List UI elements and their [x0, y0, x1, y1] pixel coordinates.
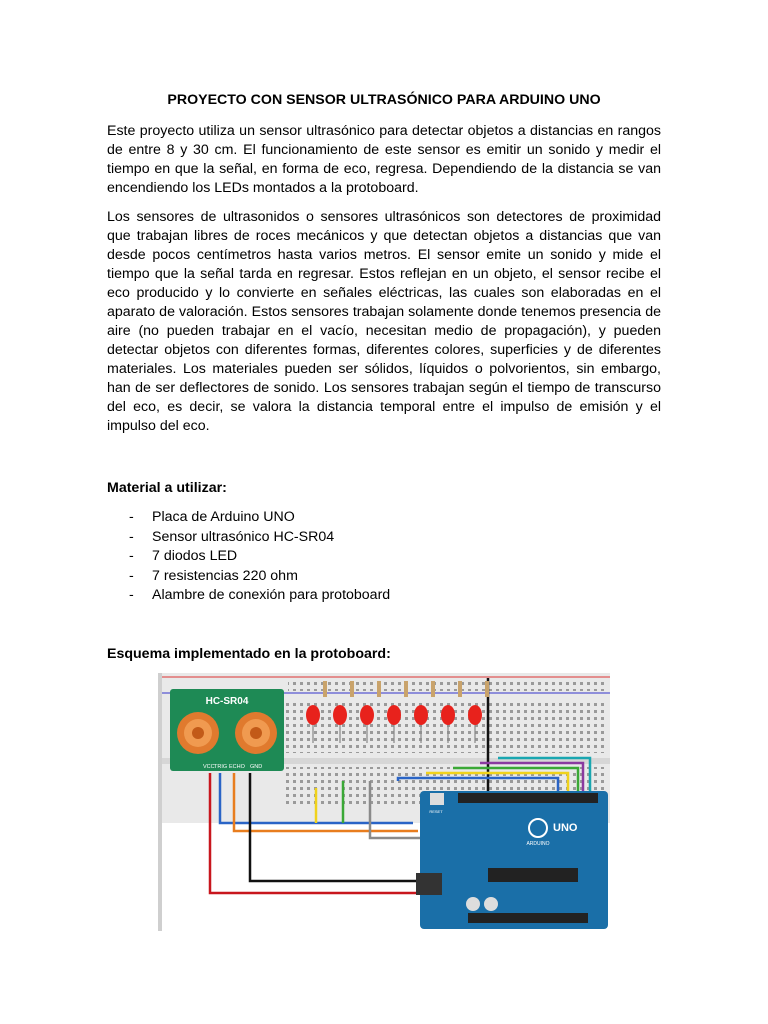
reset-button	[430, 793, 444, 805]
resistor	[458, 681, 462, 697]
power-jack	[416, 873, 442, 895]
transducer-left-core	[192, 727, 204, 739]
bullet-dash: -	[129, 509, 134, 525]
analog-header	[468, 913, 588, 923]
material-label: Alambre de conexión para protoboard	[152, 587, 391, 603]
resistor	[377, 681, 381, 697]
led	[306, 705, 320, 725]
led	[441, 705, 455, 725]
materials-heading: Material a utilizar:	[107, 480, 227, 496]
led	[360, 705, 374, 725]
bullet-dash: -	[129, 528, 134, 545]
digital-header	[458, 793, 598, 803]
pin-label-echo: ECHO	[229, 764, 245, 770]
document-title: PROYECTO CON SENSOR ULTRASÓNICO PARA ARDUINO UNO	[167, 92, 601, 108]
rail-holes	[288, 680, 608, 691]
resistor	[431, 681, 435, 697]
led	[414, 705, 428, 725]
material-label: 7 resistencias 220 ohm	[152, 567, 298, 584]
pin-label-trig: TRIG	[214, 764, 228, 770]
intro-paragraph: Este proyecto utiliza un sensor ultrasónico para detectar objetos a distancias en rangos de entre 8 y 30 cm. El funcionamiento de este sensor es emitir un sonido y medir el tiempo en que la señal, en forma de eco, regresa. Dependiendo de la distancia se van encendiendo los LEDs montados a la protoboard.	[107, 123, 661, 196]
arduino-pcb	[420, 791, 608, 929]
capacitor-1	[466, 897, 480, 911]
led	[387, 705, 401, 725]
board-edge	[158, 673, 162, 931]
resistor	[350, 681, 354, 697]
list-item	[107, 508, 390, 528]
led	[333, 705, 347, 725]
breadboard-diagram	[158, 673, 610, 931]
bullet-dash: -	[129, 567, 134, 584]
bullet-dash: -	[129, 548, 134, 564]
list-item	[107, 528, 390, 548]
resistor	[404, 681, 408, 697]
board-label: UNO	[553, 822, 578, 834]
led	[468, 705, 482, 725]
microcontroller-chip	[488, 868, 578, 882]
list-item	[107, 547, 390, 567]
materials-list	[107, 508, 390, 606]
material-label: Placa de Arduino UNO	[152, 509, 295, 525]
resistor	[323, 681, 327, 697]
list-item	[107, 567, 390, 587]
material-label: Sensor ultrasónico HC-SR04	[152, 528, 335, 545]
schema-heading: Esquema implementado en la protoboard:	[107, 646, 391, 662]
bullet-dash: -	[129, 587, 134, 603]
pin-label-vcc: VCC	[203, 764, 215, 770]
board-sublabel: ARDUINO	[526, 841, 550, 847]
sensor-description-paragraph: Los sensores de ultrasonidos o sensores ultrasónicos son detectores de proximidad que trabajan libres de roces mecánicos y que detectan objetos a distancias que van desde pocos centímetros hasta varios metros. El sensor emite un sonido y mide el tiempo que la señal tarda en regresar. Estos reflejan en un objeto, el sensor recibe el eco producido y lo convierte en señales eléctricas, las cuales son elaboradas en el aparato de valoración. Estos sensores trabajan solamente donde tenemos presencia de aire (no pueden trabajar en el vacío, necesitan medio de propagación), y pueden detectar objetos con diferentes formas, diferentes colores, superficies y de diferentes materiales. Los materiales pueden ser sólidos, líquidos o polvorientos, sin embargo, han de ser deflectores de sonido. Los sensores trabajan según el tiempo de transcurso del eco, es decir, se valora la distancia temporal entre el impulso de emisión y el impulso del eco.	[107, 209, 661, 434]
hc-sr04-sensor	[170, 689, 284, 771]
pin-label-gnd: GND	[250, 764, 263, 770]
material-label: 7 diodos LED	[152, 548, 238, 564]
resistor	[485, 681, 489, 697]
arduino-uno-board	[416, 791, 608, 929]
list-item	[107, 586, 390, 606]
sensor-label: HC-SR04	[205, 696, 249, 707]
transducer-right-core	[250, 727, 262, 739]
capacitor-2	[484, 897, 498, 911]
reset-label: RESET	[429, 809, 443, 814]
